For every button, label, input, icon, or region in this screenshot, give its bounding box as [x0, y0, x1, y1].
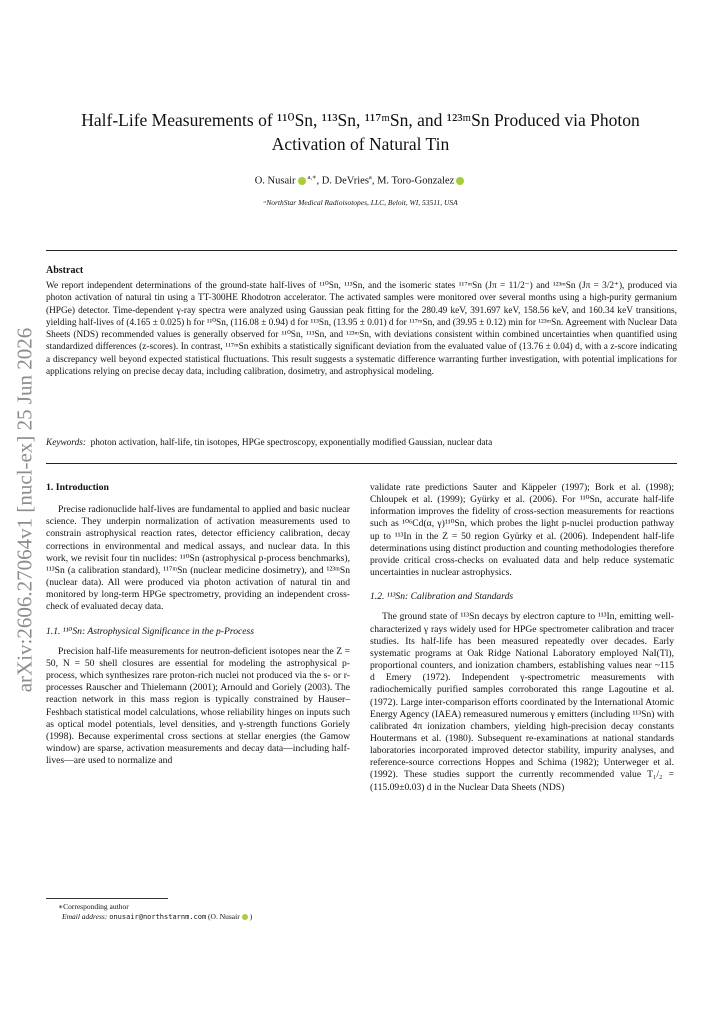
footnote	[46, 902, 350, 922]
subsection-heading-110sn: 1.1. ¹¹⁰Sn: Astrophysical Significance in the p-Process	[46, 625, 255, 637]
arxiv-identifier: arXiv:2606.27064v1 [nucl-ex] 25 Jun 2026	[12, 327, 37, 692]
affiliation: ᵃNorthStar Medical Radioisotopes, LLC, Beloit, WI, 53511, USA	[263, 198, 458, 207]
footnote-divider	[46, 898, 168, 899]
footnote-email-name: (O. Nusair	[208, 912, 240, 921]
right-column	[370, 482, 674, 794]
title-line-2: Activation of Natural Tin	[271, 134, 450, 154]
orcid-icon[interactable]	[456, 177, 464, 185]
keywords-label: Keywords:	[46, 438, 86, 448]
paragraph-113sn: The ground state of ¹¹³Sn decays by electron capture to ¹¹³In, emitting well-characterized γ rays widely used for HPGe spectrometer calibration and tracer studies. Its half-life has been measured repeatedly over decades. Early systematic programs at Oak Ridge National Laboratory employed NaI(Tl), proportional counters, and ionization chambers, establishing values near ~115 d Emery (1972). Independent γ-spectrometric measurements with radiochemically purified samples corroborated this range Lagoutine et al. (1972). Large inter-comparison efforts coordinated by the International Atomic Energy Agency (IAEA) remeasured numerous γ emitters (including ¹¹³Sn) with calibrated 4π ionization chambers, yielding high-precision decay constants Houtermans et al. (1980). Subsequent re-examinations at national standards laboratories incorporated improved detector stability, impurity analyses, and reference-source corrections Hoppes and Schima (1982); Unterweger et al. (1992). These studies support the currently recommended value T₁/₂ = (115.09±0.03) d in the Nuclear Data Sheets (NDS)	[370, 611, 674, 793]
author-1-mark: a,∗	[307, 174, 317, 181]
paragraph-110sn: Precision half-life measurements for neutron-deficient isotopes near the Z = 50, N = 50 shell closures are essential for modeling the astrophysical p-process, which synthesizes rare proton-rich nuclei not produced via the s- or r-processes Rauscher and Thielemann (2001); Arnould and Goriely (2003). The reaction network in this mass region is typically constrained by Hauser–Feshbach statistical model calculations, whose reliability hinges on inputs such as optical model potentials, level densities, and γ-strength functions Goriely (1998). Because experimental cross sections at stellar energies (the Gamow window) are sparse, activation measurements and decay data—including half-lives—are used to normalize and	[46, 645, 350, 767]
email-link[interactable]: onusair@northstarnm.com	[109, 913, 207, 921]
abstract-heading: Abstract	[46, 265, 84, 276]
left-column	[46, 482, 350, 767]
abstract-text: We report independent determinations of the ground-state half-lives of ¹¹⁰Sn, ¹¹³Sn, and the isomeric states ¹¹⁷ᵐSn (Jπ = 11/2⁻) and ¹²³ᵐSn (Jπ = 3/2⁺), produced via photon activation of natural tin using a TT-300HE Rhodotron accelerator. The activated samples were monitored over several months using a high-purity germanium (HPGe) detector. Time-dependent γ-ray spectra were analyzed using Gaussian peak fitting for the 280.49 keV, 391.697 keV, 158.56 keV, and 160.34 keV transitions, yielding half-lives of (4.165 ± 0.025) h for ¹¹⁰Sn, (116.08 ± 0.94) d for ¹¹³Sn, (13.95 ± 0.01) d for ¹¹⁷ᵐSn, and (39.95 ± 0.12) min for ¹²³ᵐSn. Agreement with Nuclear Data Sheets (NDS) recommended values is generally observed for ¹¹⁰Sn, ¹¹³Sn, and ¹²³ᵐSn, with deviations consistent within combined uncertainties when quantified using standardized differences (z-scores). In contrast, ¹¹⁷ᵐSn exhibits a statistically significant deviation from the evaluated value of (13.76 ± 0.04) d, with a z-score indicating a discrepancy well beyond expected statistical fluctuations. This result suggests a systematic difference warranting further investigation, with potential implications for applications relying on precise decay data, including calibration, dosimetry, and astrophysical modeling.	[46, 281, 677, 378]
paragraph-intro: Precise radionuclide half-lives are fundamental to applied and basic nuclear science. They underpin normalization of activation measurements used to constrain astrophysical reaction rates, detector efficiency calibration, decay corrections in environmental and medical assays, and nuclear data. In this work, we revisit four tin nuclides: ¹¹⁰Sn (astrophysical p-process benchmarks), ¹¹³Sn (a calibration standard), ¹¹⁷ᵐSn (nuclear medicine dosimetry), and ¹²³ᵐSn (nuclear data). All were produced via photon activation of natural tin and monitored by long-term HPGe spectrometry, providing an independent cross-check of evaluated decay data.	[46, 504, 350, 613]
paper-title	[60, 108, 661, 156]
subsection-heading-113sn: 1.2. ¹¹³Sn: Calibration and Standards	[370, 591, 514, 603]
keywords-text: photon activation, half-life, tin isotopes, HPGe spectroscopy, exponentially modified Gaussian, nuclear data	[90, 438, 493, 448]
divider-bottom	[46, 463, 677, 464]
footnote-email-line: Email address: onusair@northstarnm.com (O. Nusair )	[62, 912, 253, 921]
arxiv-sidebar	[2, 0, 48, 1019]
keywords-line	[46, 438, 677, 448]
divider-top	[46, 250, 677, 251]
footnote-corresponding: ∗Corresponding author	[58, 902, 129, 911]
section-heading-introduction: 1. Introduction	[46, 482, 109, 493]
author-2: D. DeVries	[321, 175, 369, 187]
title-line-1: Half-Life Measurements of ¹¹⁰Sn, ¹¹³Sn, ¹¹⁷ᵐSn, and ¹²³ᵐSn Produced via Photon	[81, 110, 640, 130]
author-list: O. Nusair $^{a,∗}$, D. DeVries$^a$, M. Toro-Gonzalez	[0, 173, 721, 187]
author-3: M. Toro-Gonzalez	[377, 175, 455, 187]
paragraph-continued: validate rate predictions Sauter and Käppeler (1997); Bork et al. (1998); Chloupek et al. (1999); Gyürky et al. (2006). For ¹¹⁰Sn, accurate half-life information improves the fidelity of cross-section measurements for reactions such as ¹⁰⁶Cd(α, γ)¹¹⁰Sn, which probes the light p-nuclei production pathway up to ¹¹³In in the Z = 50 region Gyürky et al. (2006). Independent half-life determinations using distinct production and counting methodologies therefore provide critical cross-checks on evaluated data and help reduce systematic uncertainties in nuclear astrophysics.	[370, 482, 674, 579]
orcid-icon[interactable]	[298, 177, 306, 185]
orcid-icon[interactable]	[242, 914, 248, 920]
footnote-email-label: Email address:	[62, 912, 108, 921]
author-2-mark: a	[368, 174, 372, 181]
author-1: O. Nusair	[254, 175, 296, 187]
